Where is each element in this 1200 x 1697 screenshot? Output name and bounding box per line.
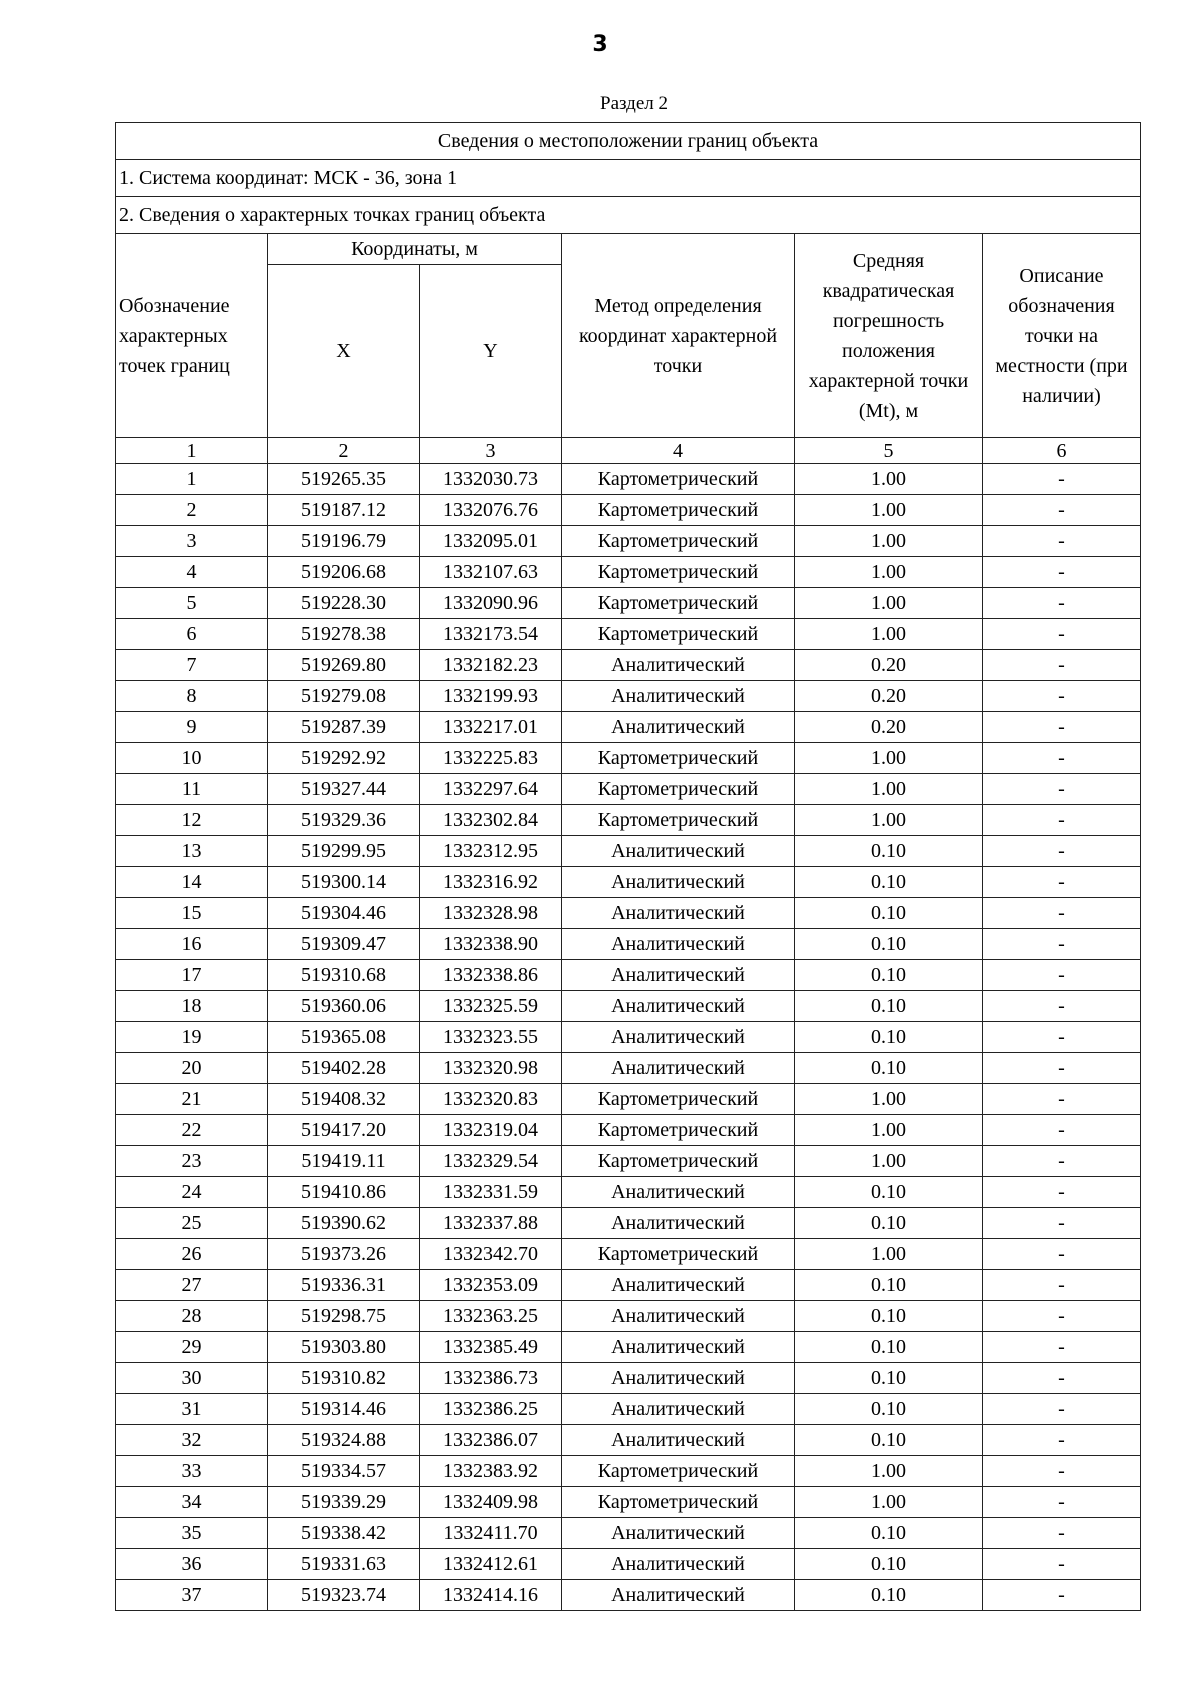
x-coordinate-cell: 519265.35 bbox=[268, 464, 420, 495]
table-row bbox=[116, 681, 1141, 712]
method-cell: Аналитический bbox=[562, 898, 795, 929]
table-row bbox=[116, 557, 1141, 588]
description-cell: - bbox=[983, 1580, 1141, 1611]
point-number-cell: 36 bbox=[116, 1549, 268, 1580]
table-row bbox=[116, 1208, 1141, 1239]
method-cell: Картометрический bbox=[562, 1487, 795, 1518]
header-error: Средняя квадратическая погрешность положения характерной точки (Mt), м bbox=[795, 234, 983, 438]
error-cell: 0.20 bbox=[795, 712, 983, 743]
error-cell: 0.10 bbox=[795, 929, 983, 960]
method-cell: Аналитический bbox=[562, 867, 795, 898]
method-cell: Аналитический bbox=[562, 1053, 795, 1084]
table-row bbox=[116, 1394, 1141, 1425]
x-coordinate-cell: 519338.42 bbox=[268, 1518, 420, 1549]
description-cell: - bbox=[983, 805, 1141, 836]
description-cell: - bbox=[983, 464, 1141, 495]
table-row bbox=[116, 619, 1141, 650]
description-cell: - bbox=[983, 1177, 1141, 1208]
x-coordinate-cell: 519323.74 bbox=[268, 1580, 420, 1611]
error-cell: 0.10 bbox=[795, 1022, 983, 1053]
point-number-cell: 3 bbox=[116, 526, 268, 557]
method-cell: Картометрический bbox=[562, 743, 795, 774]
column-number: 1 bbox=[116, 438, 268, 464]
x-coordinate-cell: 519327.44 bbox=[268, 774, 420, 805]
y-coordinate-cell: 1332320.83 bbox=[420, 1084, 562, 1115]
method-cell: Картометрический bbox=[562, 1239, 795, 1270]
y-coordinate-cell: 1332030.73 bbox=[420, 464, 562, 495]
description-cell: - bbox=[983, 898, 1141, 929]
table-row bbox=[116, 464, 1141, 495]
point-number-cell: 31 bbox=[116, 1394, 268, 1425]
method-cell: Аналитический bbox=[562, 991, 795, 1022]
y-coordinate-cell: 1332173.54 bbox=[420, 619, 562, 650]
y-coordinate-cell: 1332316.92 bbox=[420, 867, 562, 898]
description-cell: - bbox=[983, 836, 1141, 867]
table-row bbox=[116, 1177, 1141, 1208]
x-coordinate-cell: 519278.38 bbox=[268, 619, 420, 650]
error-cell: 0.20 bbox=[795, 681, 983, 712]
error-cell: 0.10 bbox=[795, 1425, 983, 1456]
point-number-cell: 10 bbox=[116, 743, 268, 774]
error-cell: 1.00 bbox=[795, 1115, 983, 1146]
x-coordinate-cell: 519336.31 bbox=[268, 1270, 420, 1301]
table-row bbox=[116, 1115, 1141, 1146]
table-row bbox=[116, 1146, 1141, 1177]
point-number-cell: 1 bbox=[116, 464, 268, 495]
method-cell: Аналитический bbox=[562, 1580, 795, 1611]
method-cell: Картометрический bbox=[562, 619, 795, 650]
table-row bbox=[116, 495, 1141, 526]
error-cell: 0.10 bbox=[795, 991, 983, 1022]
x-coordinate-cell: 519206.68 bbox=[268, 557, 420, 588]
y-coordinate-cell: 1332338.90 bbox=[420, 929, 562, 960]
y-coordinate-cell: 1332199.93 bbox=[420, 681, 562, 712]
table-row bbox=[116, 898, 1141, 929]
method-cell: Аналитический bbox=[562, 650, 795, 681]
y-coordinate-cell: 1332329.54 bbox=[420, 1146, 562, 1177]
header-coordinates: Координаты, м bbox=[268, 234, 562, 265]
description-cell: - bbox=[983, 1053, 1141, 1084]
method-cell: Картометрический bbox=[562, 1456, 795, 1487]
method-cell: Аналитический bbox=[562, 681, 795, 712]
error-cell: 0.10 bbox=[795, 1580, 983, 1611]
point-number-cell: 27 bbox=[116, 1270, 268, 1301]
description-cell: - bbox=[983, 743, 1141, 774]
error-cell: 1.00 bbox=[795, 619, 983, 650]
column-number: 2 bbox=[268, 438, 420, 464]
y-coordinate-cell: 1332095.01 bbox=[420, 526, 562, 557]
point-number-cell: 29 bbox=[116, 1332, 268, 1363]
point-number-cell: 13 bbox=[116, 836, 268, 867]
method-cell: Аналитический bbox=[562, 1022, 795, 1053]
error-cell: 1.00 bbox=[795, 464, 983, 495]
error-cell: 0.10 bbox=[795, 1177, 983, 1208]
error-cell: 0.20 bbox=[795, 650, 983, 681]
point-number-cell: 4 bbox=[116, 557, 268, 588]
points-section-title: 2. Сведения о характерных точках границ объекта bbox=[116, 197, 1141, 234]
point-number-cell: 8 bbox=[116, 681, 268, 712]
x-coordinate-cell: 519324.88 bbox=[268, 1425, 420, 1456]
point-number-cell: 9 bbox=[116, 712, 268, 743]
x-coordinate-cell: 519339.29 bbox=[268, 1487, 420, 1518]
description-cell: - bbox=[983, 1301, 1141, 1332]
description-cell: - bbox=[983, 1394, 1141, 1425]
point-number-cell: 7 bbox=[116, 650, 268, 681]
table-row bbox=[116, 743, 1141, 774]
point-number-cell: 6 bbox=[116, 619, 268, 650]
y-coordinate-cell: 1332342.70 bbox=[420, 1239, 562, 1270]
y-coordinate-cell: 1332328.98 bbox=[420, 898, 562, 929]
description-cell: - bbox=[983, 960, 1141, 991]
x-coordinate-cell: 519299.95 bbox=[268, 836, 420, 867]
error-cell: 1.00 bbox=[795, 1456, 983, 1487]
y-coordinate-cell: 1332331.59 bbox=[420, 1177, 562, 1208]
error-cell: 1.00 bbox=[795, 1146, 983, 1177]
y-coordinate-cell: 1332386.07 bbox=[420, 1425, 562, 1456]
header-description: Описание обозначения точки на местности (при наличии) bbox=[983, 234, 1141, 438]
description-cell: - bbox=[983, 526, 1141, 557]
point-number-cell: 20 bbox=[116, 1053, 268, 1084]
description-cell: - bbox=[983, 588, 1141, 619]
error-cell: 1.00 bbox=[795, 774, 983, 805]
column-number: 4 bbox=[562, 438, 795, 464]
method-cell: Аналитический bbox=[562, 1177, 795, 1208]
x-coordinate-cell: 519279.08 bbox=[268, 681, 420, 712]
error-cell: 0.10 bbox=[795, 1518, 983, 1549]
description-cell: - bbox=[983, 867, 1141, 898]
x-coordinate-cell: 519298.75 bbox=[268, 1301, 420, 1332]
point-number-cell: 11 bbox=[116, 774, 268, 805]
method-cell: Аналитический bbox=[562, 1518, 795, 1549]
table-row bbox=[116, 991, 1141, 1022]
method-cell: Картометрический bbox=[562, 588, 795, 619]
error-cell: 1.00 bbox=[795, 1084, 983, 1115]
error-cell: 0.10 bbox=[795, 1549, 983, 1580]
table-row bbox=[116, 1270, 1141, 1301]
table-body bbox=[116, 464, 1141, 1611]
coordinate-system: 1. Система координат: МСК - 36, зона 1 bbox=[116, 160, 1141, 197]
error-cell: 1.00 bbox=[795, 588, 983, 619]
point-number-cell: 32 bbox=[116, 1425, 268, 1456]
table-row bbox=[116, 1301, 1141, 1332]
point-number-cell: 18 bbox=[116, 991, 268, 1022]
error-cell: 0.10 bbox=[795, 1394, 983, 1425]
x-coordinate-cell: 519417.20 bbox=[268, 1115, 420, 1146]
x-coordinate-cell: 519310.82 bbox=[268, 1363, 420, 1394]
table-row bbox=[116, 712, 1141, 743]
method-cell: Аналитический bbox=[562, 1301, 795, 1332]
method-cell: Картометрический bbox=[562, 1115, 795, 1146]
description-cell: - bbox=[983, 929, 1141, 960]
table-row bbox=[116, 1518, 1141, 1549]
table-row bbox=[116, 805, 1141, 836]
x-coordinate-cell: 519187.12 bbox=[268, 495, 420, 526]
x-coordinate-cell: 519300.14 bbox=[268, 867, 420, 898]
y-coordinate-cell: 1332107.63 bbox=[420, 557, 562, 588]
x-coordinate-cell: 519287.39 bbox=[268, 712, 420, 743]
y-coordinate-cell: 1332297.64 bbox=[420, 774, 562, 805]
point-number-cell: 23 bbox=[116, 1146, 268, 1177]
y-coordinate-cell: 1332319.04 bbox=[420, 1115, 562, 1146]
x-coordinate-cell: 519360.06 bbox=[268, 991, 420, 1022]
page-number: 3 bbox=[592, 32, 608, 57]
y-coordinate-cell: 1332409.98 bbox=[420, 1487, 562, 1518]
method-cell: Аналитический bbox=[562, 1270, 795, 1301]
y-coordinate-cell: 1332386.25 bbox=[420, 1394, 562, 1425]
column-number-row bbox=[116, 438, 1141, 464]
method-cell: Картометрический bbox=[562, 1146, 795, 1177]
method-cell: Аналитический bbox=[562, 836, 795, 867]
point-number-cell: 5 bbox=[116, 588, 268, 619]
x-coordinate-cell: 519410.86 bbox=[268, 1177, 420, 1208]
point-number-cell: 19 bbox=[116, 1022, 268, 1053]
description-cell: - bbox=[983, 774, 1141, 805]
y-coordinate-cell: 1332383.92 bbox=[420, 1456, 562, 1487]
y-coordinate-cell: 1332353.09 bbox=[420, 1270, 562, 1301]
y-coordinate-cell: 1332337.88 bbox=[420, 1208, 562, 1239]
point-number-cell: 26 bbox=[116, 1239, 268, 1270]
boundary-points-table bbox=[115, 122, 1141, 1611]
point-number-cell: 34 bbox=[116, 1487, 268, 1518]
point-number-cell: 15 bbox=[116, 898, 268, 929]
method-cell: Аналитический bbox=[562, 1425, 795, 1456]
method-cell: Аналитический bbox=[562, 1549, 795, 1580]
method-cell: Картометрический bbox=[562, 1084, 795, 1115]
x-coordinate-cell: 519408.32 bbox=[268, 1084, 420, 1115]
method-cell: Аналитический bbox=[562, 1208, 795, 1239]
table-row bbox=[116, 526, 1141, 557]
point-number-cell: 12 bbox=[116, 805, 268, 836]
y-coordinate-cell: 1332363.25 bbox=[420, 1301, 562, 1332]
description-cell: - bbox=[983, 619, 1141, 650]
y-coordinate-cell: 1332090.96 bbox=[420, 588, 562, 619]
error-cell: 0.10 bbox=[795, 1208, 983, 1239]
error-cell: 0.10 bbox=[795, 867, 983, 898]
y-coordinate-cell: 1332386.73 bbox=[420, 1363, 562, 1394]
point-number-cell: 17 bbox=[116, 960, 268, 991]
table-row bbox=[116, 1239, 1141, 1270]
table-row bbox=[116, 1580, 1141, 1611]
error-cell: 0.10 bbox=[795, 1053, 983, 1084]
description-cell: - bbox=[983, 681, 1141, 712]
x-coordinate-cell: 519309.47 bbox=[268, 929, 420, 960]
description-cell: - bbox=[983, 1456, 1141, 1487]
x-coordinate-cell: 519196.79 bbox=[268, 526, 420, 557]
table-title: Сведения о местоположении границ объекта bbox=[116, 123, 1141, 160]
x-coordinate-cell: 519292.92 bbox=[268, 743, 420, 774]
column-number: 5 bbox=[795, 438, 983, 464]
y-coordinate-cell: 1332412.61 bbox=[420, 1549, 562, 1580]
x-coordinate-cell: 519269.80 bbox=[268, 650, 420, 681]
error-cell: 0.10 bbox=[795, 1301, 983, 1332]
description-cell: - bbox=[983, 1518, 1141, 1549]
y-coordinate-cell: 1332325.59 bbox=[420, 991, 562, 1022]
description-cell: - bbox=[983, 1084, 1141, 1115]
error-cell: 1.00 bbox=[795, 557, 983, 588]
description-cell: - bbox=[983, 1332, 1141, 1363]
method-cell: Картометрический bbox=[562, 526, 795, 557]
description-cell: - bbox=[983, 1549, 1141, 1580]
y-coordinate-cell: 1332338.86 bbox=[420, 960, 562, 991]
x-coordinate-cell: 519334.57 bbox=[268, 1456, 420, 1487]
point-number-cell: 25 bbox=[116, 1208, 268, 1239]
point-number-cell: 21 bbox=[116, 1084, 268, 1115]
table-row bbox=[116, 1487, 1141, 1518]
description-cell: - bbox=[983, 1115, 1141, 1146]
method-cell: Картометрический bbox=[562, 495, 795, 526]
table-row bbox=[116, 960, 1141, 991]
error-cell: 1.00 bbox=[795, 805, 983, 836]
error-cell: 0.10 bbox=[795, 1363, 983, 1394]
x-coordinate-cell: 519310.68 bbox=[268, 960, 420, 991]
header-x: X bbox=[268, 265, 420, 438]
error-cell: 1.00 bbox=[795, 1487, 983, 1518]
point-number-cell: 24 bbox=[116, 1177, 268, 1208]
table-row bbox=[116, 1022, 1141, 1053]
table-row bbox=[116, 836, 1141, 867]
error-cell: 1.00 bbox=[795, 743, 983, 774]
point-number-cell: 22 bbox=[116, 1115, 268, 1146]
x-coordinate-cell: 519373.26 bbox=[268, 1239, 420, 1270]
description-cell: - bbox=[983, 1270, 1141, 1301]
point-number-cell: 2 bbox=[116, 495, 268, 526]
point-number-cell: 37 bbox=[116, 1580, 268, 1611]
y-coordinate-cell: 1332217.01 bbox=[420, 712, 562, 743]
y-coordinate-cell: 1332385.49 bbox=[420, 1332, 562, 1363]
table-row bbox=[116, 1053, 1141, 1084]
method-cell: Картометрический bbox=[562, 557, 795, 588]
description-cell: - bbox=[983, 495, 1141, 526]
y-coordinate-cell: 1332320.98 bbox=[420, 1053, 562, 1084]
table-row bbox=[116, 1084, 1141, 1115]
point-number-cell: 16 bbox=[116, 929, 268, 960]
x-coordinate-cell: 519304.46 bbox=[268, 898, 420, 929]
description-cell: - bbox=[983, 1363, 1141, 1394]
y-coordinate-cell: 1332414.16 bbox=[420, 1580, 562, 1611]
point-number-cell: 28 bbox=[116, 1301, 268, 1332]
method-cell: Аналитический bbox=[562, 1394, 795, 1425]
table-row bbox=[116, 774, 1141, 805]
y-coordinate-cell: 1332182.23 bbox=[420, 650, 562, 681]
description-cell: - bbox=[983, 1239, 1141, 1270]
x-coordinate-cell: 519402.28 bbox=[268, 1053, 420, 1084]
description-cell: - bbox=[983, 1208, 1141, 1239]
error-cell: 0.10 bbox=[795, 1332, 983, 1363]
description-cell: - bbox=[983, 557, 1141, 588]
header-y: Y bbox=[420, 265, 562, 438]
column-number: 6 bbox=[983, 438, 1141, 464]
y-coordinate-cell: 1332312.95 bbox=[420, 836, 562, 867]
y-coordinate-cell: 1332411.70 bbox=[420, 1518, 562, 1549]
error-cell: 0.10 bbox=[795, 836, 983, 867]
x-coordinate-cell: 519303.80 bbox=[268, 1332, 420, 1363]
point-number-cell: 35 bbox=[116, 1518, 268, 1549]
point-number-cell: 33 bbox=[116, 1456, 268, 1487]
x-coordinate-cell: 519365.08 bbox=[268, 1022, 420, 1053]
point-number-cell: 14 bbox=[116, 867, 268, 898]
section-label: Раздел 2 bbox=[600, 93, 668, 114]
x-coordinate-cell: 519329.36 bbox=[268, 805, 420, 836]
x-coordinate-cell: 519419.11 bbox=[268, 1146, 420, 1177]
header-method: Метод определения координат характерной точки bbox=[562, 234, 795, 438]
description-cell: - bbox=[983, 650, 1141, 681]
method-cell: Аналитический bbox=[562, 712, 795, 743]
method-cell: Аналитический bbox=[562, 960, 795, 991]
table-row bbox=[116, 1456, 1141, 1487]
table-row bbox=[116, 1425, 1141, 1456]
table-row bbox=[116, 650, 1141, 681]
y-coordinate-cell: 1332323.55 bbox=[420, 1022, 562, 1053]
description-cell: - bbox=[983, 712, 1141, 743]
table-row bbox=[116, 929, 1141, 960]
x-coordinate-cell: 519390.62 bbox=[268, 1208, 420, 1239]
description-cell: - bbox=[983, 1022, 1141, 1053]
method-cell: Аналитический bbox=[562, 929, 795, 960]
error-cell: 0.10 bbox=[795, 898, 983, 929]
description-cell: - bbox=[983, 1146, 1141, 1177]
description-cell: - bbox=[983, 1487, 1141, 1518]
method-cell: Картометрический bbox=[562, 774, 795, 805]
x-coordinate-cell: 519331.63 bbox=[268, 1549, 420, 1580]
y-coordinate-cell: 1332225.83 bbox=[420, 743, 562, 774]
description-cell: - bbox=[983, 1425, 1141, 1456]
method-cell: Картометрический bbox=[562, 464, 795, 495]
table-row bbox=[116, 1549, 1141, 1580]
table-row bbox=[116, 588, 1141, 619]
x-coordinate-cell: 519314.46 bbox=[268, 1394, 420, 1425]
column-number: 3 bbox=[420, 438, 562, 464]
error-cell: 0.10 bbox=[795, 960, 983, 991]
y-coordinate-cell: 1332076.76 bbox=[420, 495, 562, 526]
error-cell: 1.00 bbox=[795, 526, 983, 557]
method-cell: Аналитический bbox=[562, 1363, 795, 1394]
x-coordinate-cell: 519228.30 bbox=[268, 588, 420, 619]
table-row bbox=[116, 867, 1141, 898]
point-number-cell: 30 bbox=[116, 1363, 268, 1394]
table-row bbox=[116, 1363, 1141, 1394]
table-row bbox=[116, 1332, 1141, 1363]
error-cell: 1.00 bbox=[795, 495, 983, 526]
description-cell: - bbox=[983, 991, 1141, 1022]
y-coordinate-cell: 1332302.84 bbox=[420, 805, 562, 836]
header-point-designation: Обозначение характерных точек границ bbox=[116, 234, 268, 438]
method-cell: Аналитический bbox=[562, 1332, 795, 1363]
error-cell: 0.10 bbox=[795, 1270, 983, 1301]
method-cell: Картометрический bbox=[562, 805, 795, 836]
error-cell: 1.00 bbox=[795, 1239, 983, 1270]
